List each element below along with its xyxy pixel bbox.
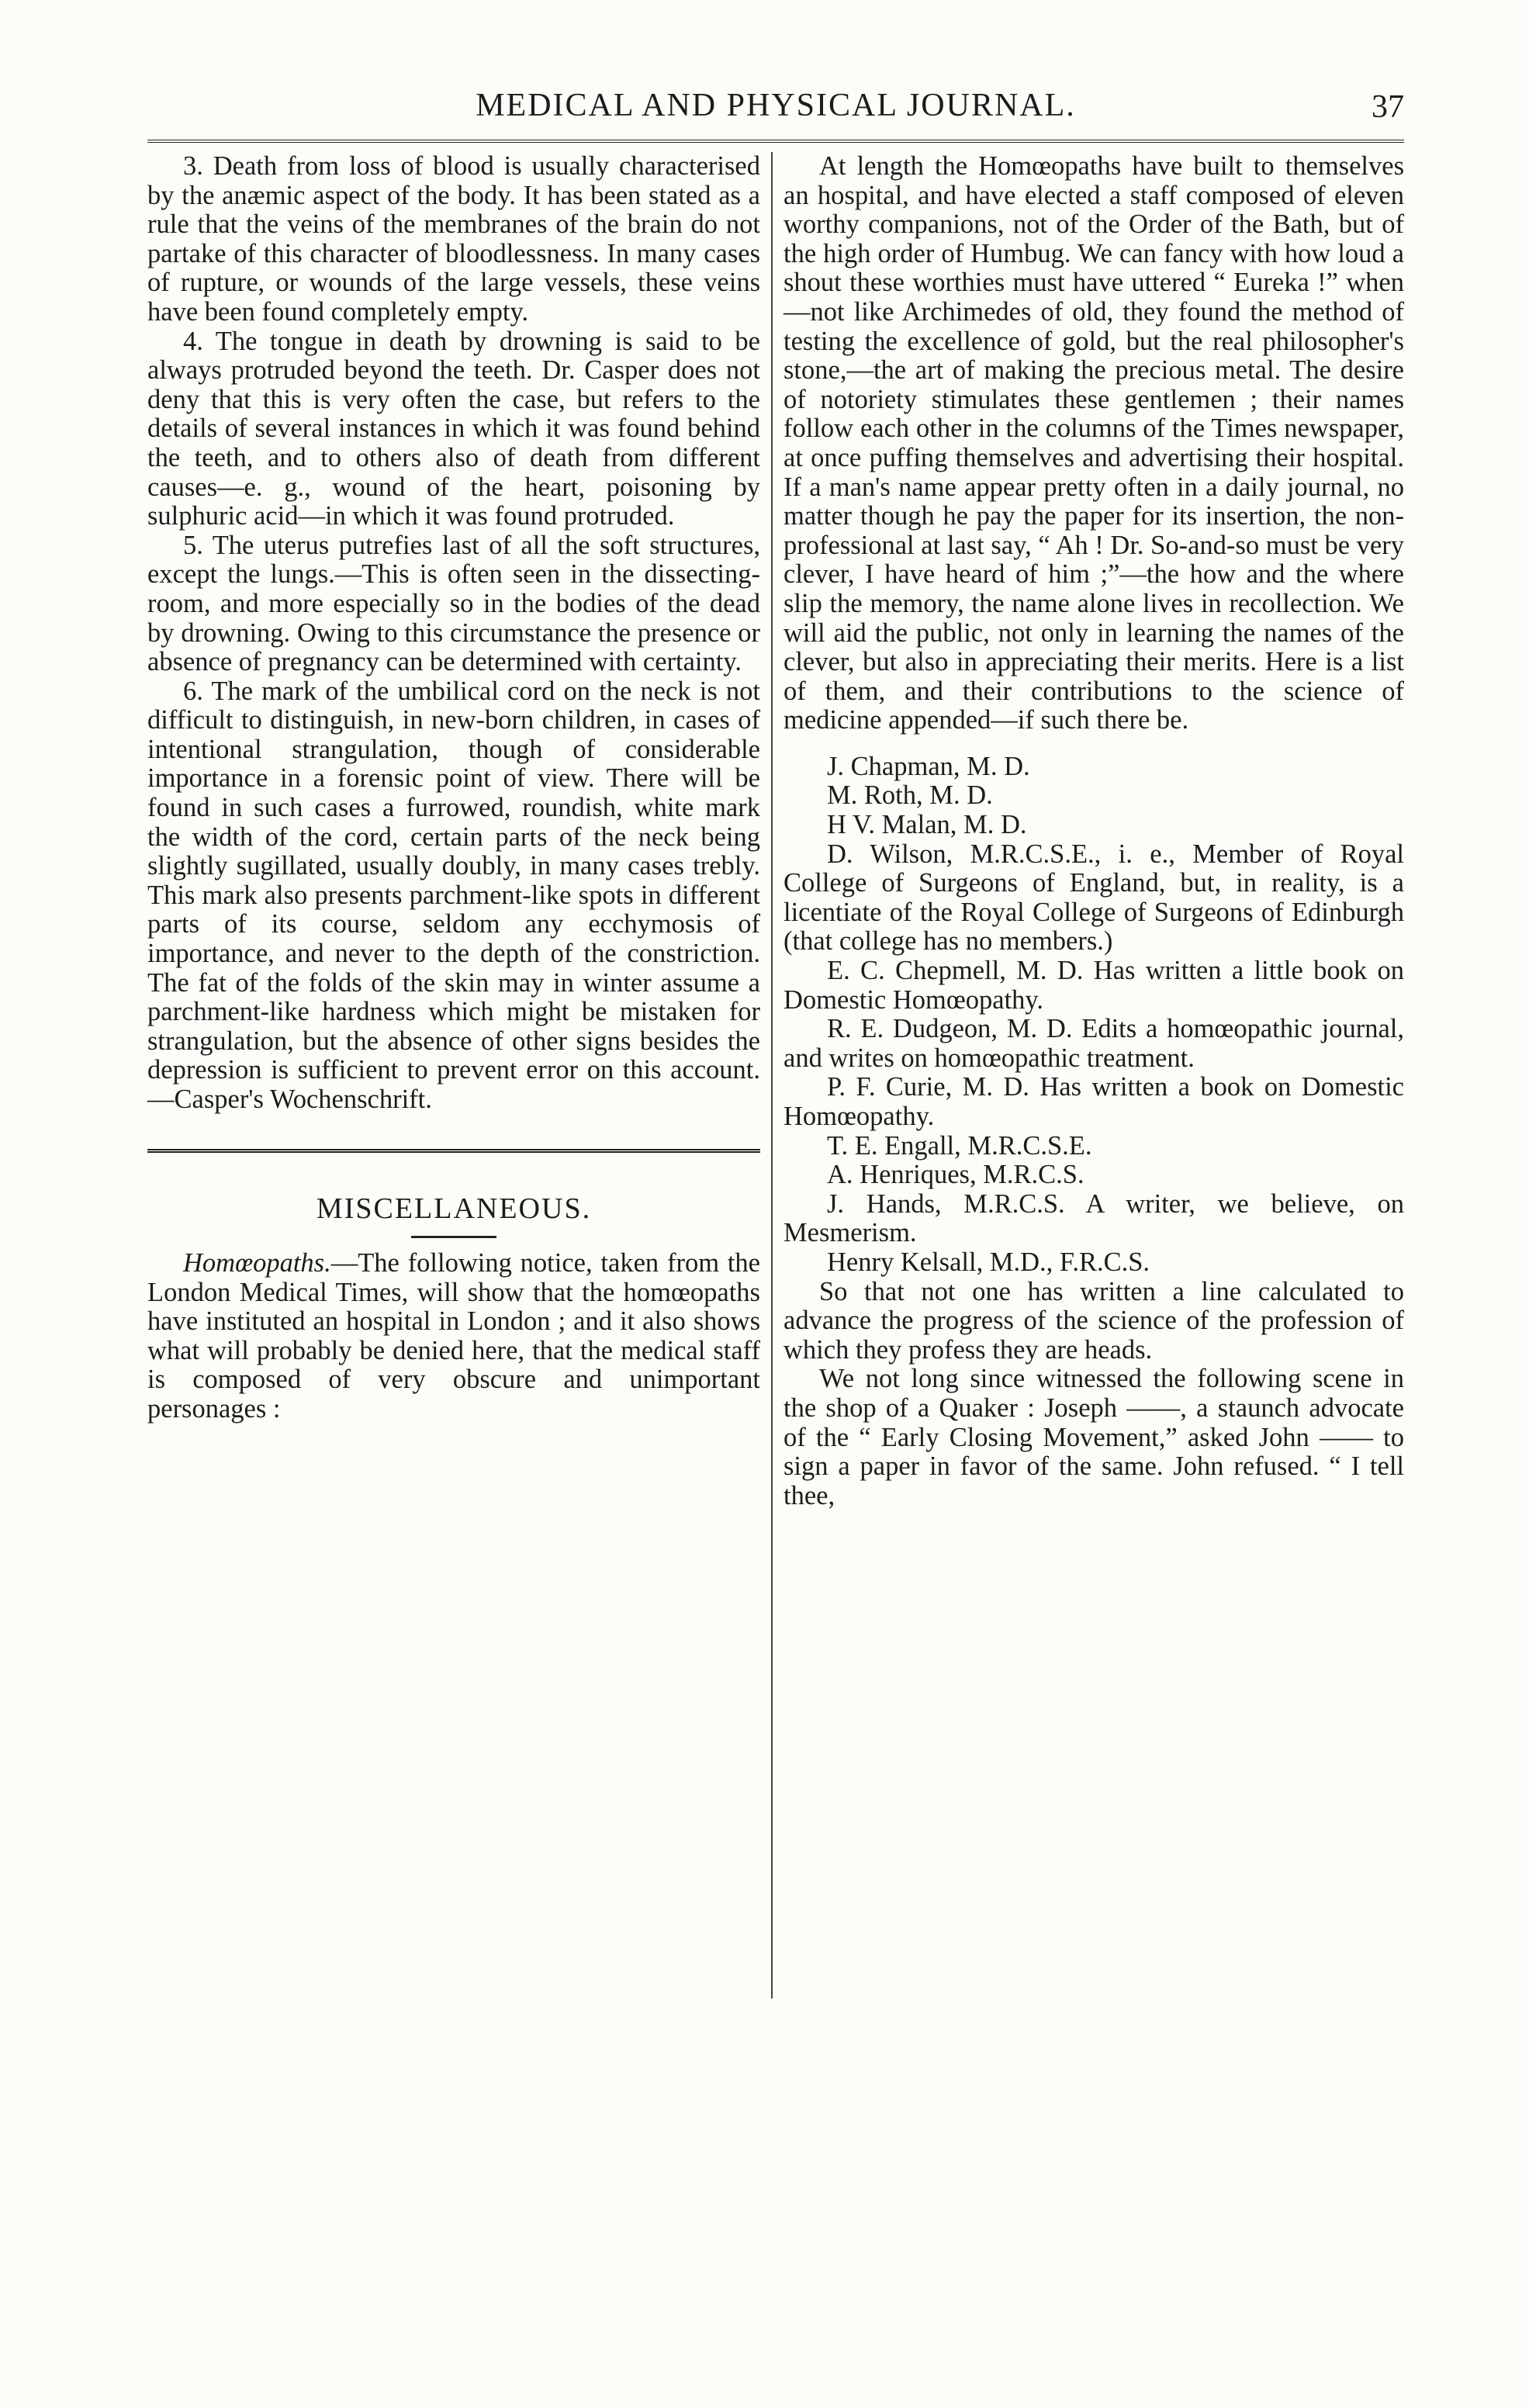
paragraph-umbilical-cord: 6. The mark of the umbilical cord on the neck is not difficult to distinguish, in new-born children, in cases of intentional strangulation, though of considerable importance in a forensic point of view. There will be found in such cases a furrowed, roundish, white mark the width of the cord, certain parts of the neck being slightly sugillated, usually doubly, in many cases trebly. This mark also presents parchment-like spots in different parts of its course, seldom any ecchymosis of importance, and never to the depth of the constriction. The fat of the folds of the skin may in winter assume a parchment-like hardness which might be mistaken for strangulation, but the absence of other signs besides the depression is sufficient to prevent error on this account.—Casper's Wochenschrift. — [147, 676, 760, 1114]
paragraph-blood-loss: 3. Death from loss of blood is usually characterised by the anæmic aspect of the body. It has been stated as a rule that the veins of the membranes of the brain do not partake of this character of bloodlessness. In many cases of rupture, or wounds of the large vessels, these veins have been found completely empty. — [147, 151, 760, 327]
page-number: 37 — [1372, 89, 1404, 125]
paragraph-uterus: 5. The uterus putrefies last of all the soft structures, except the lungs.—This is often seen in the dissecting-room, and more especially so in the bodies of the dead by drowning. Owing to this circumstance the presence or absence of pregnancy can be determined with certainty. — [147, 530, 760, 677]
list-item: T. E. Engall, M.R.C.S.E. — [827, 1130, 1092, 1161]
running-head: MEDICAL AND PHYSICAL JOURNAL. — [476, 88, 1076, 123]
list-item: J. Chapman, M. D. — [827, 751, 1030, 781]
homoeopaths-lead: Homœopaths. — [183, 1248, 331, 1278]
list-item: R. E. Dudgeon, M. D. Edits a homœopathic journal, and writes on homœopathic treatment. — [784, 1014, 1404, 1073]
paragraph-conclusion: So that not one has written a line calculated to advance the progress of the science of the profession of which they profess they are heads. — [784, 1276, 1404, 1365]
section-divider — [147, 1149, 760, 1153]
paragraph-homoeopaths — [147, 1249, 760, 1424]
column-divider — [771, 152, 773, 1998]
header-rule — [147, 140, 1404, 143]
list-item: Henry Kelsall, M.D., F.R.C.S. — [827, 1247, 1150, 1277]
title-rule — [411, 1236, 496, 1238]
list-item: P. F. Curie, M. D. Has written a book on Domestic Homœopathy. — [784, 1072, 1404, 1131]
paragraph-hospital-intro: At length the Homœopaths have built to themselves an hospital, and have elected a staff composed of eleven worthy companions, not of the Order of the Bath, but of the high order of Humbug. We can fancy with how loud a shout these worthies must have uttered “ Eureka !” when—not like Archimedes of old, they found the method of testing the excellence of gold, but the real philosopher's stone,—the art of making the precious metal. The desire of notoriety stimulates these gentlemen ; their names follow each other in the columns of the Times newspaper, at once puffing themselves and advertising their hospital. If a man's name appear pretty often in a daily journal, no matter though he pay the paper for its insertion, the non-professional at last say, “ Ah ! Dr. So-and-so must be very clever, I have heard of him ;”—the how and the where slip the memory, the name alone lives in recollection. We will aid the public, not only in learning the names of the clever, but also in appreciating their merits. Here is a list of them, and their contributions to the science of medicine appended—if such there be. — [784, 151, 1404, 735]
list-item: E. C. Chepmell, M. D. Has written a little book on Domestic Homœopathy. — [784, 956, 1404, 1015]
left-column — [147, 152, 760, 1424]
homoeopaths-text: —The following notice, taken from the London Medical Times, will show that the homœopaths have instituted an hospital in London ; and it also shows what will probably be denied here, that the medical staff is composed of very obscure and unimportant personages : — [147, 1248, 760, 1424]
list-item: D. Wilson, M.R.C.S.E., i. e., Member of Royal College of Surgeons of England, but, in reality, is a licentiate of the Royal College of Surgeons of Edinburgh (that college has no members.) — [784, 839, 1404, 957]
paragraph-quaker-story: We not long since witnessed the following scene in the shop of a Quaker : Joseph ——, a staunch advocate of the “ Early Closing Movement,” asked John —— to sign a paper in favor of the same. John refused. “ I tell thee, — [784, 1364, 1404, 1510]
list-item: H V. Malan, M. D. — [827, 810, 1027, 840]
list-item: A. Henriques, M.R.C.S. — [827, 1160, 1084, 1190]
section-title: MISCELLANEOUS. — [316, 1192, 592, 1225]
page-header — [147, 87, 1404, 133]
paragraph-tongue: 4. The tongue in death by drowning is said to be always protruded beyond the teeth. Dr. Casper does not deny that this is very often the case, but refers to the details of several instances in which it was found behind the teeth, and to others also of death from different causes—e. g., wound of the heart, poisoning by sulphuric acid—in which it was found protruded. — [147, 326, 760, 531]
right-column — [784, 152, 1404, 1510]
list-item: J. Hands, M.R.C.S. A writer, we believe, on Mesmerism. — [784, 1188, 1404, 1248]
staff-list — [784, 752, 1404, 1278]
list-item: M. Roth, M. D. — [827, 780, 993, 811]
